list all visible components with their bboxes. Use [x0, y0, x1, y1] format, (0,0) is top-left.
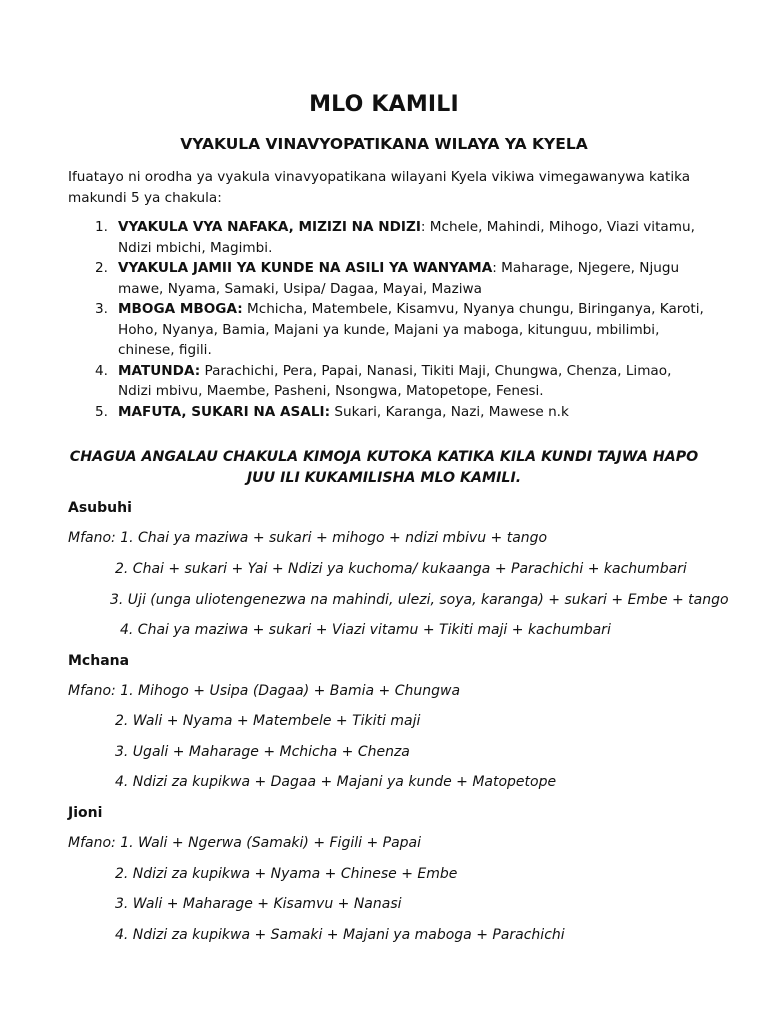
group-name: VYAKULA JAMII YA KUNDE NA ASILI YA WANYAMA	[118, 260, 493, 276]
group-foods: : Maharage, Njegere, Njugu	[492, 260, 680, 276]
food-group-list	[68, 217, 708, 422]
callout-line: JUU ILI KUKAMILISHA MLO KAMILI.	[246, 469, 522, 486]
section-heading-jioni: Jioni	[68, 805, 103, 821]
list-number: 1.	[95, 219, 108, 235]
example-line: 2. Chai + sukari + Yai + Ndizi ya kuchoma/ kukaanga + Parachichi + kachumbari	[115, 561, 687, 577]
list-item	[68, 217, 708, 258]
intro-line: makundi 5 ya chakula:	[68, 189, 222, 206]
list-item	[68, 258, 708, 299]
group-foods: chinese, figili.	[118, 342, 212, 358]
group-name: MATUNDA:	[118, 362, 201, 379]
example-line: 3. Wali + Maharage + Kisamvu + Nanasi	[115, 896, 402, 912]
list-number: 3.	[95, 301, 108, 317]
group-foods: Ndizi mbichi, Magimbi.	[118, 239, 273, 256]
example-line: 2. Wali + Nyama + Matembele + Tikiti maji	[115, 713, 421, 729]
group-name: MAFUTA, SUKARI NA ASALI:	[118, 403, 331, 420]
group-name: MBOGA MBOGA:	[118, 301, 243, 317]
example-line: Mfano: 1. Chai ya maziwa + sukari + mihogo + ndizi mbivu + tango	[68, 530, 548, 546]
list-number: 4.	[95, 362, 108, 379]
list-item	[68, 299, 708, 361]
intro-line: Ifuatayo ni orodha ya vyakula vinavyopatikana wilayani Kyela vikiwa vimegawanywa katika	[68, 169, 691, 185]
group-name: VYAKULA VYA NAFAKA, MIZIZI NA NDIZI	[118, 219, 421, 235]
example-line: 4. Ndizi za kupikwa + Dagaa + Majani ya kunde + Matopetope	[115, 774, 557, 790]
list-item	[68, 361, 708, 402]
group-foods: Mchicha, Matembele, Kisamvu, Nyanya chungu, Biringanya, Karoti,	[242, 301, 704, 317]
example-line: 4. Chai ya maziwa + sukari + Viazi vitamu + Tikiti maji + kachumbari	[120, 622, 611, 638]
section-heading-asubuhi: Asubuhi	[68, 500, 132, 516]
callout-line: CHAGUA ANGALAU CHAKULA KIMOJA KUTOKA KATIKA KILA KUNDI TAJWA HAPO	[69, 449, 699, 465]
intro-paragraph	[68, 167, 708, 208]
example-line: 3. Uji (unga uliotengenezwa na mahindi, ulezi, soya, karanga) + sukari + Embe + tango	[110, 592, 729, 608]
example-line: 3. Ugali + Maharage + Mchicha + Chenza	[115, 744, 410, 760]
group-foods: : Mchele, Mahindi, Mihogo, Viazi vitamu,	[420, 219, 695, 235]
group-foods: Hoho, Nyanya, Bamia, Majani ya kunde, Majani ya maboga, kitunguu, mbilimbi,	[118, 321, 660, 338]
page-title: MLO KAMILI	[309, 92, 459, 117]
instruction-callout	[60, 447, 708, 488]
group-foods: Ndizi mbivu, Maembe, Pasheni, Nsongwa, Matopetope, Fenesi.	[118, 383, 544, 399]
group-foods: mawe, Nyama, Samaki, Usipa/ Dagaa, Mayai, Maziwa	[118, 280, 482, 297]
list-number: 2.	[95, 260, 108, 276]
group-foods: Sukari, Karanga, Nazi, Mawese n.k	[330, 403, 569, 420]
example-line: 4. Ndizi za kupikwa + Samaki + Majani ya maboga + Parachichi	[115, 927, 565, 943]
example-line: 2. Ndizi za kupikwa + Nyama + Chinese + Embe	[115, 866, 458, 882]
example-line: Mfano: 1. Mihogo + Usipa (Dagaa) + Bamia + Chungwa	[68, 683, 461, 699]
section-heading-mchana: Mchana	[68, 653, 130, 669]
list-number: 5.	[95, 403, 108, 420]
group-foods: Parachichi, Pera, Papai, Nanasi, Tikiti Maji, Chungwa, Chenza, Limao,	[200, 362, 672, 379]
list-item	[68, 402, 708, 423]
page-subtitle: VYAKULA VINAVYOPATIKANA WILAYA YA KYELA	[180, 135, 588, 153]
example-line: Mfano: 1. Wali + Ngerwa (Samaki) + Figili + Papai	[68, 835, 422, 851]
